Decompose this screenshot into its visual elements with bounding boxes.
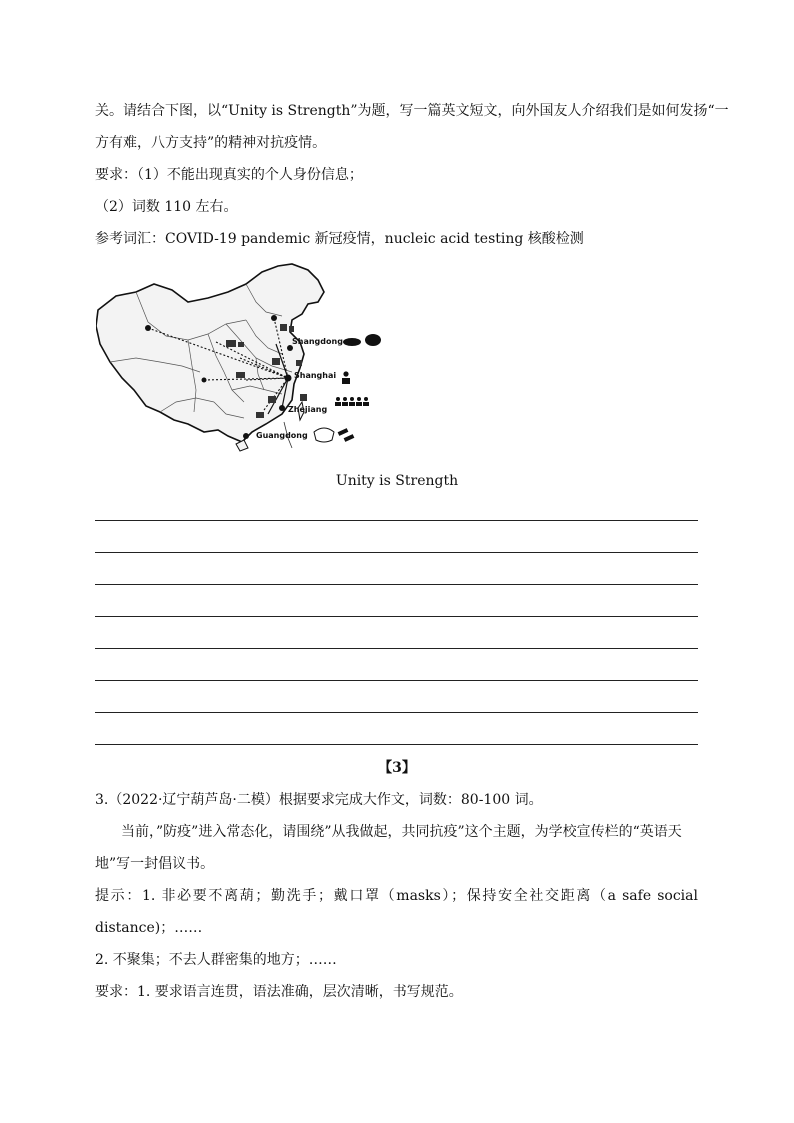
- writing-line: [95, 648, 698, 649]
- label-shanghai: Shanghai: [294, 371, 337, 380]
- question-3-hint-line-1: 提示：1. 非必要不离葫；勤洗手；戴口罩（masks）；保持安全社交距离（a safe social: [95, 888, 698, 904]
- label-guangdong: Guangdong: [256, 431, 308, 440]
- intro-line-1: 关。请结合下图，以“Unity is Strength”为题，写一篇英文短文，向外国友人介绍我们是如何发扬“一: [95, 103, 729, 119]
- writing-line: [95, 744, 698, 745]
- intro-line-2: 方有难，八方支持”的精神对抗疫情。: [95, 135, 327, 151]
- china-outline: [96, 264, 324, 442]
- question-3-title: 3.（2022·辽宁葫芦岛·二模）根据要求完成大作文，词数：80-100 词。: [95, 792, 543, 808]
- writing-line: [95, 712, 698, 713]
- food-icons: [343, 334, 381, 346]
- question-3-prompt-line-1: 当前，”防疫”进入常态化，请围绕”从我做起，共同抗疫”这个主题，为学校宣传栏的“英语天: [121, 824, 682, 840]
- writing-line: [95, 552, 698, 553]
- writing-line: [95, 520, 698, 521]
- figure-caption: Unity is Strength: [335, 473, 459, 489]
- label-shangdong: Shangdong: [292, 337, 343, 346]
- question-3-requirement: 要求：1. 要求语言连贯，语法准确，层次清晰，书写规范。: [95, 984, 463, 1000]
- china-map-figure: [96, 262, 386, 452]
- question-3-prompt-line-2: 地”写一封倡议书。: [95, 856, 215, 872]
- mask-and-test-kit-icons: [314, 428, 354, 442]
- medical-staff-icons: [335, 371, 369, 406]
- writing-line: [95, 616, 698, 617]
- requirement-2: （2）词数 110 左右。: [95, 199, 238, 215]
- question-3-hint-line-2: distance)；……: [95, 920, 203, 936]
- requirement-1: 要求：（1）不能出现真实的个人身份信息；: [95, 167, 363, 183]
- section-marker: 【3】: [378, 760, 416, 776]
- question-3-hint-2: 2. 不聚集；不去人群密集的地方；……: [95, 952, 337, 968]
- reference-vocabulary: 参考词汇：COVID-19 pandemic 新冠疫情，nucleic acid testing 核酸检测: [95, 231, 584, 247]
- writing-line: [95, 680, 698, 681]
- label-zhejiang: Zhejiang: [288, 405, 328, 414]
- writing-line: [95, 584, 698, 585]
